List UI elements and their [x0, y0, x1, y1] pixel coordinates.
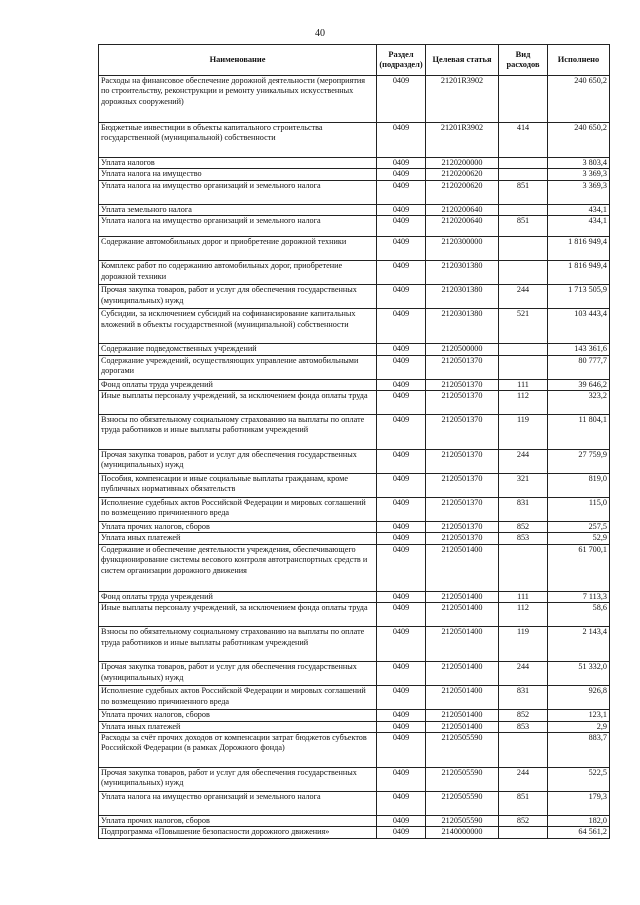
row-expense-type-cell: 851 — [499, 216, 548, 237]
row-target-cell: 2140000000 — [426, 827, 499, 838]
row-name-cell: Подпрограмма «Повышение безопасности дорожного движения» — [99, 827, 377, 838]
row-amount-cell: 64 561,2 — [548, 827, 610, 838]
row-name-cell: Прочая закупка товаров, работ и услуг для обеспечения государственных (муниципальных) нужд — [99, 768, 377, 792]
row-target-cell: 2120501370 — [426, 379, 499, 390]
row-target-cell: 2120501370 — [426, 391, 499, 415]
row-amount-cell: 434,1 — [548, 216, 610, 237]
table-row — [99, 344, 610, 355]
row-expense-type-cell: 111 — [499, 591, 548, 602]
row-target-cell: 2120505590 — [426, 792, 499, 816]
table-row — [99, 522, 610, 533]
table-row — [99, 169, 610, 180]
row-amount-cell: 11 804,1 — [548, 415, 610, 450]
row-amount-cell: 123,1 — [548, 710, 610, 721]
row-amount-cell: 1 816 949,4 — [548, 237, 610, 261]
row-expense-type-cell: 112 — [499, 391, 548, 415]
table-row — [99, 391, 610, 415]
row-name-cell: Прочая закупка товаров, работ и услуг для обеспечения государственных (муниципальных) нужд — [99, 285, 377, 309]
row-amount-cell: 27 759,9 — [548, 450, 610, 474]
row-section-cell: 0409 — [377, 76, 426, 123]
table-row — [99, 591, 610, 602]
row-section-cell: 0409 — [377, 686, 426, 710]
row-expense-type-cell: 831 — [499, 498, 548, 522]
row-amount-cell: 434,1 — [548, 204, 610, 215]
row-target-cell: 2120501400 — [426, 603, 499, 627]
table-row — [99, 237, 610, 261]
row-target-cell: 2120200620 — [426, 169, 499, 180]
row-target-cell: 2120501400 — [426, 662, 499, 686]
row-section-cell: 0409 — [377, 391, 426, 415]
row-amount-cell: 522,5 — [548, 768, 610, 792]
row-name-cell: Пособия, компенсации и иные социальные выплаты гражданам, кроме публичных нормативных обязательств — [99, 474, 377, 498]
table-row — [99, 180, 610, 204]
row-name-cell: Взносы по обязательному социальному страхованию на выплаты по оплате труда работников и иные выплаты работникам учреждений — [99, 415, 377, 450]
row-amount-cell: 323,2 — [548, 391, 610, 415]
row-amount-cell: 2,9 — [548, 721, 610, 732]
table-row — [99, 216, 610, 237]
row-expense-type-cell: 119 — [499, 627, 548, 662]
table-row — [99, 533, 610, 544]
table-row — [99, 710, 610, 721]
row-expense-type-cell — [499, 261, 548, 285]
row-expense-type-cell — [499, 544, 548, 591]
row-section-cell: 0409 — [377, 285, 426, 309]
row-section-cell: 0409 — [377, 216, 426, 237]
row-expense-type-cell: 111 — [499, 379, 548, 390]
table-row — [99, 450, 610, 474]
row-name-cell: Содержание автомобильных дорог и приобретение дорожной техники — [99, 237, 377, 261]
row-section-cell: 0409 — [377, 522, 426, 533]
row-section-cell: 0409 — [377, 533, 426, 544]
row-section-cell: 0409 — [377, 180, 426, 204]
row-expense-type-cell: 852 — [499, 522, 548, 533]
row-section-cell: 0409 — [377, 591, 426, 602]
row-expense-type-cell — [499, 169, 548, 180]
row-section-cell: 0409 — [377, 204, 426, 215]
row-amount-cell: 1 713 505,9 — [548, 285, 610, 309]
table-row — [99, 309, 610, 344]
row-name-cell: Прочая закупка товаров, работ и услуг для обеспечения государственных (муниципальных) нужд — [99, 662, 377, 686]
table-row — [99, 415, 610, 450]
row-section-cell: 0409 — [377, 792, 426, 816]
row-expense-type-cell: 321 — [499, 474, 548, 498]
row-target-cell: 2120301380 — [426, 261, 499, 285]
table-row — [99, 379, 610, 390]
header-section: Раздел (подраздел) — [377, 45, 426, 76]
row-section-cell: 0409 — [377, 158, 426, 169]
row-name-cell: Уплата налога на имущество организаций и земельного налога — [99, 216, 377, 237]
row-name-cell: Иные выплаты персоналу учреждений, за исключением фонда оплаты труда — [99, 391, 377, 415]
row-section-cell: 0409 — [377, 261, 426, 285]
row-section-cell: 0409 — [377, 768, 426, 792]
table-row — [99, 627, 610, 662]
row-name-cell: Уплата налогов — [99, 158, 377, 169]
row-amount-cell: 52,9 — [548, 533, 610, 544]
row-expense-type-cell — [499, 344, 548, 355]
row-amount-cell: 2 143,4 — [548, 627, 610, 662]
table-body — [99, 76, 610, 839]
row-name-cell: Уплата земельного налога — [99, 204, 377, 215]
row-amount-cell: 80 777,7 — [548, 355, 610, 379]
row-section-cell: 0409 — [377, 627, 426, 662]
row-amount-cell: 3 369,3 — [548, 169, 610, 180]
header-executed-amount: Исполнено — [548, 45, 610, 76]
row-target-cell: 2120501370 — [426, 355, 499, 379]
table-row — [99, 261, 610, 285]
table-row — [99, 827, 610, 838]
row-name-cell: Уплата налога на имущество организаций и земельного налога — [99, 180, 377, 204]
row-name-cell: Содержание учреждений, осуществляющих управление автомобильными дорогами — [99, 355, 377, 379]
row-section-cell: 0409 — [377, 355, 426, 379]
row-target-cell: 2120500000 — [426, 344, 499, 355]
row-expense-type-cell — [499, 204, 548, 215]
row-target-cell: 2120501400 — [426, 544, 499, 591]
row-amount-cell: 58,6 — [548, 603, 610, 627]
table-row — [99, 721, 610, 732]
row-target-cell: 2120501400 — [426, 710, 499, 721]
row-name-cell: Уплата прочих налогов, сборов — [99, 522, 377, 533]
row-target-cell: 2120501370 — [426, 533, 499, 544]
row-expense-type-cell: 244 — [499, 662, 548, 686]
row-section-cell: 0409 — [377, 544, 426, 591]
row-name-cell: Фонд оплаты труда учреждений — [99, 591, 377, 602]
header-name: Наименование — [99, 45, 377, 76]
row-expense-type-cell: 244 — [499, 768, 548, 792]
table-row — [99, 768, 610, 792]
row-name-cell: Уплата иных платежей — [99, 721, 377, 732]
row-section-cell: 0409 — [377, 450, 426, 474]
row-amount-cell: 3 369,3 — [548, 180, 610, 204]
table-row — [99, 123, 610, 158]
table-row — [99, 603, 610, 627]
page-number: 40 — [315, 28, 325, 39]
row-name-cell: Взносы по обязательному социальному страхованию на выплаты по оплате труда работников и иные выплаты работникам учреждений — [99, 627, 377, 662]
budget-execution-table — [98, 44, 610, 839]
row-expense-type-cell: 831 — [499, 686, 548, 710]
row-amount-cell: 257,5 — [548, 522, 610, 533]
row-name-cell: Уплата прочих налогов, сборов — [99, 816, 377, 827]
row-name-cell: Уплата налога на имущество организаций и земельного налога — [99, 792, 377, 816]
row-target-cell: 2120200640 — [426, 216, 499, 237]
table-row — [99, 792, 610, 816]
row-amount-cell: 1 816 949,4 — [548, 261, 610, 285]
row-expense-type-cell: 414 — [499, 123, 548, 158]
row-expense-type-cell — [499, 827, 548, 838]
row-amount-cell: 143 361,6 — [548, 344, 610, 355]
row-name-cell: Расходы на финансовое обеспечение дорожной деятельности (мероприятия по строительству, реконструкции и ремонту уникальных искусственных дорожных сооружений) — [99, 76, 377, 123]
row-name-cell: Прочая закупка товаров, работ и услуг для обеспечения государственных (муниципальных) нужд — [99, 450, 377, 474]
header-expense-type: Вид расходов — [499, 45, 548, 76]
row-target-cell: 2120505590 — [426, 768, 499, 792]
row-target-cell: 2120501370 — [426, 498, 499, 522]
row-section-cell: 0409 — [377, 816, 426, 827]
row-target-cell: 21201R3902 — [426, 123, 499, 158]
table-row — [99, 158, 610, 169]
row-target-cell: 2120200620 — [426, 180, 499, 204]
row-name-cell: Исполнение судебных актов Российской Федерации и мировых соглашений по возмещению причиненного вреда — [99, 498, 377, 522]
table-header-row — [99, 45, 610, 76]
row-section-cell: 0409 — [377, 237, 426, 261]
table-row — [99, 544, 610, 591]
row-section-cell: 0409 — [377, 733, 426, 768]
table-row — [99, 474, 610, 498]
row-name-cell: Уплата налога на имущество — [99, 169, 377, 180]
row-name-cell: Фонд оплаты труда учреждений — [99, 379, 377, 390]
row-name-cell: Бюджетные инвестиции в объекты капитального строительства государственной (муниципальной) собственности — [99, 123, 377, 158]
row-amount-cell: 240 650,2 — [548, 76, 610, 123]
row-amount-cell: 7 113,3 — [548, 591, 610, 602]
row-expense-type-cell: 244 — [499, 285, 548, 309]
row-name-cell: Иные выплаты персоналу учреждений, за исключением фонда оплаты труда — [99, 603, 377, 627]
table-row — [99, 498, 610, 522]
row-amount-cell: 240 650,2 — [548, 123, 610, 158]
row-name-cell: Комплекс работ по содержанию автомобильных дорог, приобретение дорожной техники — [99, 261, 377, 285]
row-amount-cell: 103 443,4 — [548, 309, 610, 344]
row-target-cell: 2120501400 — [426, 721, 499, 732]
row-target-cell: 2120501370 — [426, 415, 499, 450]
row-amount-cell: 51 332,0 — [548, 662, 610, 686]
row-section-cell: 0409 — [377, 721, 426, 732]
row-section-cell: 0409 — [377, 415, 426, 450]
row-name-cell: Расходы за счёт прочих доходов от компенсации затрат бюджетов субъектов Российской Федерации (в рамках Дорожного фонда) — [99, 733, 377, 768]
row-target-cell: 2120200640 — [426, 204, 499, 215]
row-section-cell: 0409 — [377, 603, 426, 627]
row-target-cell: 2120300000 — [426, 237, 499, 261]
table-row — [99, 733, 610, 768]
row-expense-type-cell — [499, 158, 548, 169]
table-row — [99, 355, 610, 379]
row-target-cell: 2120505590 — [426, 733, 499, 768]
row-amount-cell: 179,3 — [548, 792, 610, 816]
row-expense-type-cell — [499, 76, 548, 123]
table-row — [99, 285, 610, 309]
row-expense-type-cell: 853 — [499, 721, 548, 732]
row-amount-cell: 39 646,2 — [548, 379, 610, 390]
row-section-cell: 0409 — [377, 662, 426, 686]
row-target-cell: 2120501400 — [426, 591, 499, 602]
table-row — [99, 204, 610, 215]
row-name-cell: Содержание подведомственных учреждений — [99, 344, 377, 355]
row-expense-type-cell — [499, 355, 548, 379]
row-amount-cell: 61 700,1 — [548, 544, 610, 591]
row-section-cell: 0409 — [377, 123, 426, 158]
row-amount-cell: 3 803,4 — [548, 158, 610, 169]
row-amount-cell: 182,0 — [548, 816, 610, 827]
row-target-cell: 2120301380 — [426, 309, 499, 344]
row-name-cell: Содержание и обеспечение деятельности учреждения, обеспечивающего функционирование системы весового контроля автотранспортных средств и систем организации дорожного движения — [99, 544, 377, 591]
row-target-cell: 2120501370 — [426, 450, 499, 474]
row-section-cell: 0409 — [377, 169, 426, 180]
row-expense-type-cell: 244 — [499, 450, 548, 474]
row-section-cell: 0409 — [377, 379, 426, 390]
row-section-cell: 0409 — [377, 474, 426, 498]
header-target-article: Целевая статья — [426, 45, 499, 76]
row-name-cell: Субсидии, за исключением субсидий на софинансирование капитальных вложений в объекты государственной (муниципальной) собственности — [99, 309, 377, 344]
row-expense-type-cell: 851 — [499, 792, 548, 816]
row-name-cell: Исполнение судебных актов Российской Федерации и мировых соглашений по возмещению причиненного вреда — [99, 686, 377, 710]
row-section-cell: 0409 — [377, 309, 426, 344]
row-expense-type-cell: 521 — [499, 309, 548, 344]
row-expense-type-cell: 112 — [499, 603, 548, 627]
row-amount-cell: 883,7 — [548, 733, 610, 768]
row-target-cell: 2120301380 — [426, 285, 499, 309]
row-section-cell: 0409 — [377, 710, 426, 721]
row-name-cell: Уплата прочих налогов, сборов — [99, 710, 377, 721]
row-section-cell: 0409 — [377, 344, 426, 355]
table-row — [99, 76, 610, 123]
row-expense-type-cell: 851 — [499, 180, 548, 204]
row-target-cell: 2120200000 — [426, 158, 499, 169]
table-row — [99, 686, 610, 710]
table-row — [99, 662, 610, 686]
row-expense-type-cell: 853 — [499, 533, 548, 544]
row-section-cell: 0409 — [377, 498, 426, 522]
row-expense-type-cell: 852 — [499, 816, 548, 827]
row-expense-type-cell: 119 — [499, 415, 548, 450]
row-expense-type-cell — [499, 733, 548, 768]
row-section-cell: 0409 — [377, 827, 426, 838]
row-name-cell: Уплата иных платежей — [99, 533, 377, 544]
row-target-cell: 2120501400 — [426, 686, 499, 710]
row-target-cell: 2120501370 — [426, 522, 499, 533]
row-target-cell: 2120501400 — [426, 627, 499, 662]
table-row — [99, 816, 610, 827]
row-expense-type-cell — [499, 237, 548, 261]
row-expense-type-cell: 852 — [499, 710, 548, 721]
row-target-cell: 2120505590 — [426, 816, 499, 827]
row-target-cell: 21201R3902 — [426, 76, 499, 123]
row-amount-cell: 819,0 — [548, 474, 610, 498]
row-amount-cell: 115,0 — [548, 498, 610, 522]
row-amount-cell: 926,8 — [548, 686, 610, 710]
row-target-cell: 2120501370 — [426, 474, 499, 498]
